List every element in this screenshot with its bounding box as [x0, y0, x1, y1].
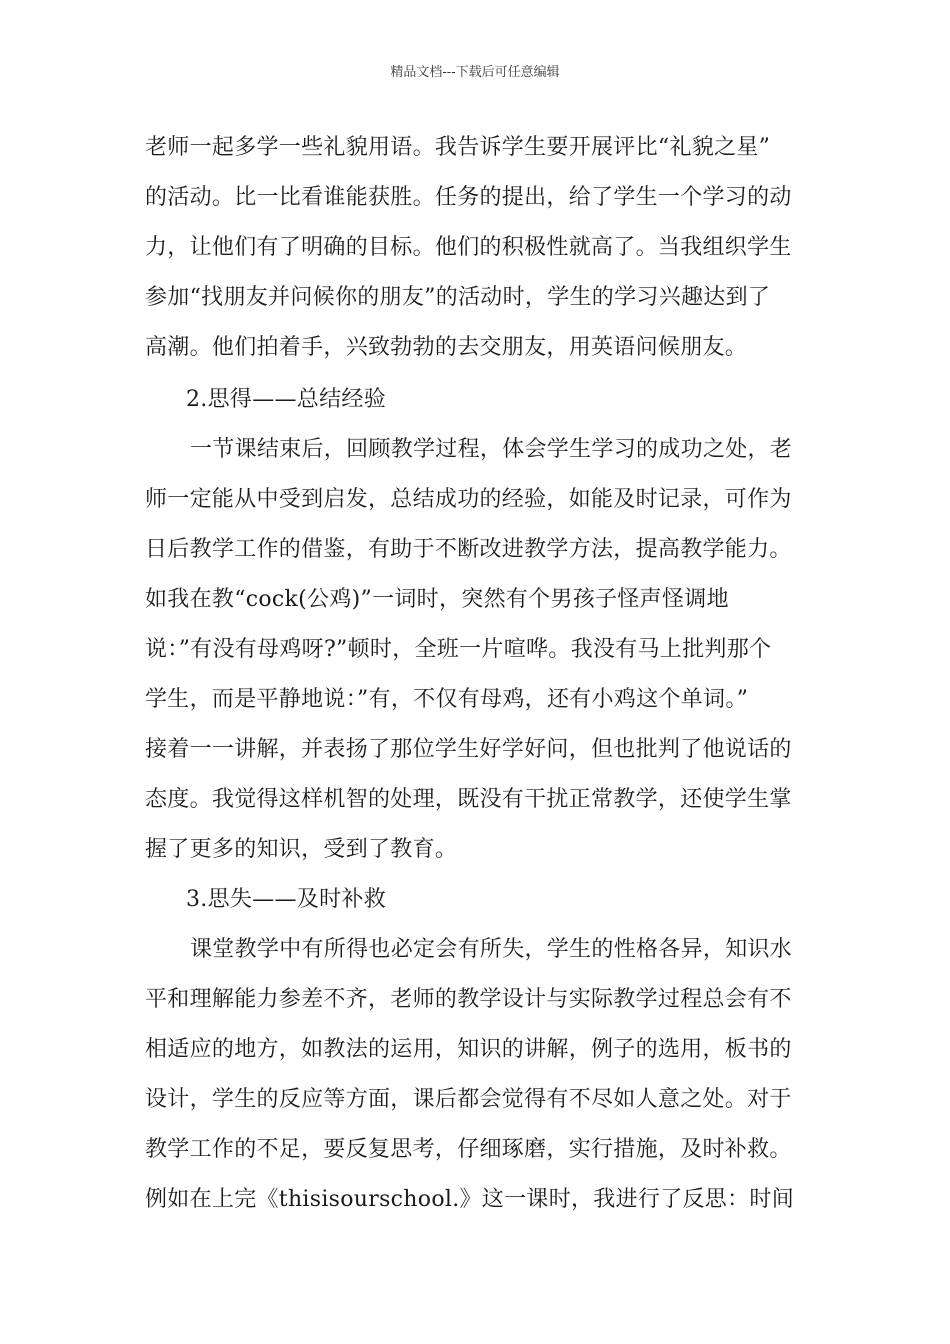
text-line: 如我在教“cock(公鸡)”一词时，突然有个男孩子怪声怪调地	[145, 587, 729, 612]
text-line: 例如在上完《thisisourschool.》这一课时，我进行了反思：时间	[145, 1187, 794, 1212]
text-line: 态度。我觉得这样机智的处理，既没有干扰正常教学，还使学生掌	[145, 787, 792, 812]
text-line: 师一定能从中受到启发，总结成功的经验，如能及时记录，可作为	[145, 487, 792, 512]
text-line: 握了更多的知识，受到了教育。	[145, 837, 458, 862]
text-line: 平和理解能力参差不齐，老师的教学设计与实际教学过程总会有不	[145, 987, 792, 1012]
text-line: 一节课结束后，回顾教学过程，体会学生学习的成功之处，老	[190, 437, 793, 462]
text-line: 设计，学生的反应等方面，课后都会觉得有不尽如人意之处。对于	[145, 1087, 792, 1112]
text-line: 说：”有没有母鸡呀?”顿时，全班一片喧哗。我没有马上批判那个	[145, 637, 772, 662]
text-line: 老师一起多学一些礼貌用语。我告诉学生要开展评比“礼貌之星”	[145, 135, 771, 160]
text-line: 课堂教学中有所得也必定会有所失，学生的性格各异，知识水	[190, 937, 793, 962]
text-line: 日后教学工作的借鉴，有助于不断改进教学方法，提高教学能力。	[145, 537, 792, 562]
text-line: 接着一一讲解，并表扬了那位学生好学好问，但也批判了他说话的	[145, 737, 792, 762]
text-line: 的活动。比一比看谁能获胜。任务的提出，给了学生一个学习的动	[145, 185, 792, 210]
text-line: 学生，而是平静地说：”有，不仅有母鸡，还有小鸡这个单词。”	[145, 687, 749, 712]
section-heading: 3.思失——及时补救	[186, 887, 386, 912]
section-heading: 2.思得——总结经验	[186, 387, 386, 412]
page-header: 精品文档---下载后可任意编辑	[390, 65, 560, 80]
text-line: 教学工作的不足，要反复思考，仔细琢磨，实行措施，及时补救。	[145, 1137, 792, 1162]
text-line: 参加“找朋友并问候你的朋友”的活动时，学生的学习兴趣达到了	[145, 285, 771, 310]
text-line: 相适应的地方，如教法的运用，知识的讲解，例子的选用，板书的	[145, 1037, 792, 1062]
text-line: 高潮。他们拍着手，兴致勃勃的去交朋友，用英语问候朋友。	[145, 335, 748, 360]
text-line: 力，让他们有了明确的目标。他们的积极性就高了。当我组织学生	[145, 235, 792, 260]
